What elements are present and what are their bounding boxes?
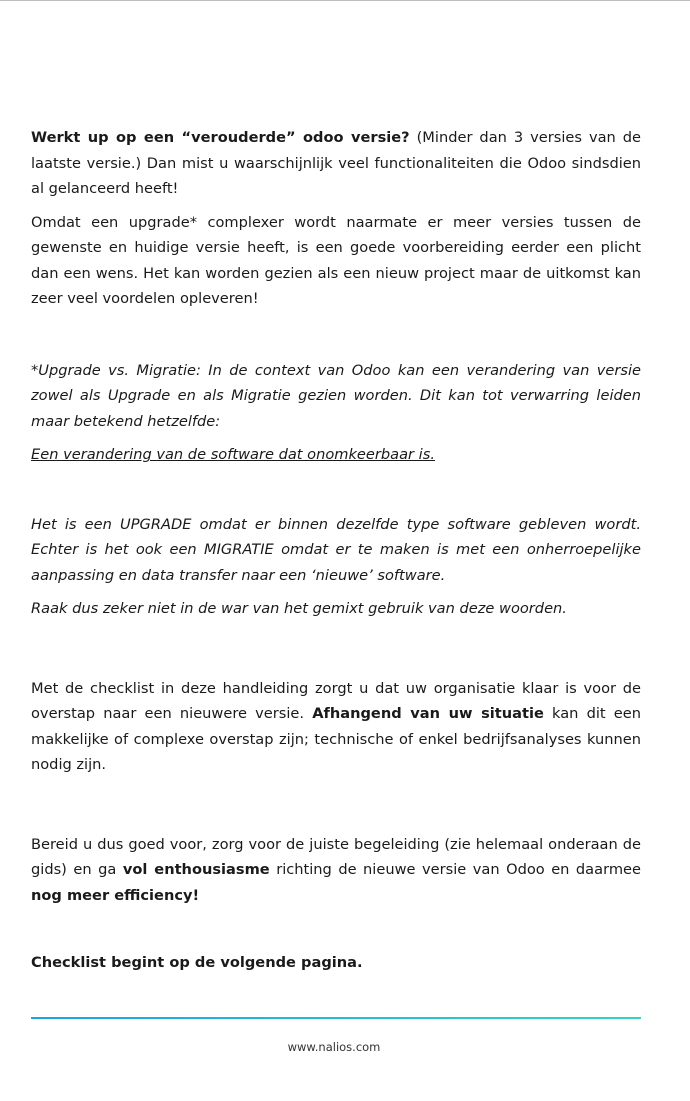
- upgrade-vs-migration-note: *Upgrade vs. Migratie: In de context van Odoo kan een verandering van versie zowel als Upgrade en als Migratie gezien worden. Dit kan tot verwarring leiden maar betekend hetzelfde:: [31, 361, 641, 430]
- prepare-paragraph: Bereid u dus goed voor, zorg voor de juiste begeleiding (zie helemaal onderaan de gids) en ga vol enthousiasme richting de nieuwe versie van Odoo en daarmee nog meer efficiency!: [31, 835, 641, 904]
- upgrade-migration-explanation: Het is een UPGRADE omdat er binnen dezelfde type software gebleven wordt. Echter is het ook een MIGRATIE omdat er te maken is met een onherroepelijke aanpassing en data transfer naar een ‘nieuwe’ software.: [31, 515, 641, 584]
- confusion-warning: Raak dus zeker niet in de war van het gemixt gebruik van deze woorden.: [31, 600, 567, 617]
- top-divider: [0, 0, 690, 1]
- intro-paragraph: [31, 125, 641, 202]
- upgrade-complexity-paragraph: Omdat een upgrade* complexer wordt naarmate er meer versies tussen de gewenste en huidige versie heeft, is een goede voorbereiding eerder een plicht dan een wens. Het kan worden gezien als een nieuw project maar de uitkomst kan zeer veel voordelen opleveren!: [31, 213, 641, 307]
- situation-emphasis: Afhangend van uw situatie: [312, 705, 544, 722]
- footer-gradient-line: [31, 1017, 641, 1019]
- efficiency-emphasis: nog meer efficiency!: [31, 886, 200, 904]
- intro-question: Werkt up op een “verouderde” odoo versie?: [31, 129, 410, 146]
- footer-website-link[interactable]: www.nalios.com: [287, 1040, 381, 1054]
- enthusiasm-emphasis: vol enthousiasme: [122, 861, 270, 878]
- checklist-paragraph: Met de checklist in deze handleiding zorgt u dat uw organisatie klaar is voor de overstap naar een nieuwere versie. Afhangend van uw situatie kan dit een makkelijke of complexe overstap zijn; technische of enkel bedrijfsanalyses kunnen nodig zijn.: [31, 679, 641, 773]
- next-page-notice: Checklist begint op de volgende pagina.: [31, 954, 363, 971]
- definition-line: Een verandering van de software dat onomkeerbaar is.: [31, 446, 435, 463]
- document-body: [31, 125, 641, 976]
- intro-text: (Minder dan 3 versies van de laatste versie.) Dan mist u waarschijnlijk veel functionaliteiten die Odoo sindsdien al gelanceerd heeft!: [31, 129, 641, 197]
